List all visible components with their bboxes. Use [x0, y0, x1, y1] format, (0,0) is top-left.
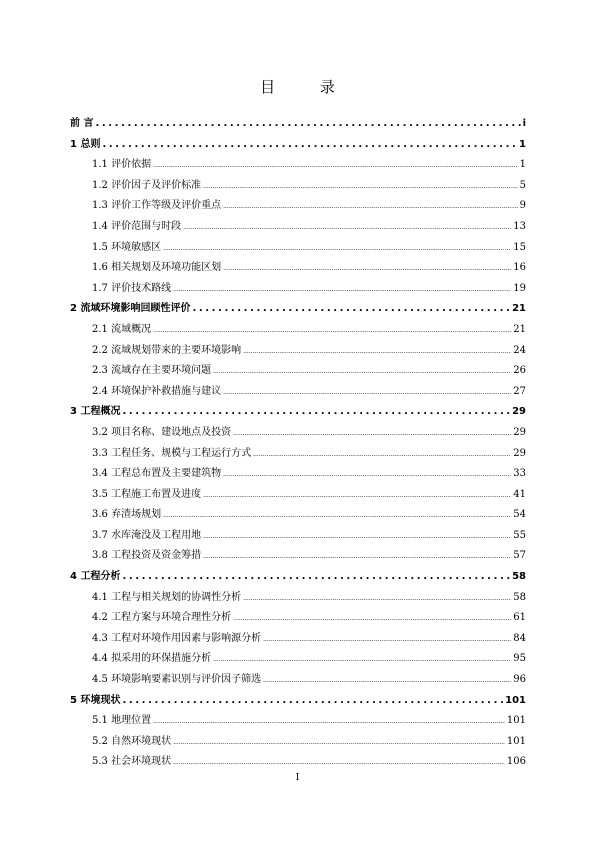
toc-leader-dots [223, 200, 518, 211]
toc-entry-label: 1.3 评价工作等级及评价重点 [92, 200, 222, 212]
toc-chapter-entry[interactable] [70, 135, 526, 156]
toc-entry-page: 13 [513, 220, 526, 232]
toc-chapter-entry[interactable] [70, 691, 526, 712]
toc-chapter-entry[interactable] [70, 567, 526, 588]
toc-section-entry[interactable] [70, 670, 526, 691]
toc-leader-dots [233, 612, 511, 623]
toc-leader-dots [263, 633, 511, 644]
toc-leader-dots [173, 736, 505, 747]
toc-entry-label: 3.4 工程总布置及主要建筑物 [92, 468, 222, 480]
toc-entry-page: 84 [513, 632, 526, 644]
toc-entry-page: 29 [513, 426, 526, 438]
toc-leader-dots [122, 406, 510, 417]
toc-entry-label: 2.1 流域概况 [92, 323, 152, 335]
toc-leader-dots [243, 345, 511, 356]
toc-entry-page: i [522, 118, 526, 129]
toc-chapter-entry[interactable] [70, 299, 526, 320]
toc-section-entry[interactable] [70, 341, 526, 362]
toc-entry-page: 21 [512, 303, 526, 315]
toc-entry-label: 2.4 环境保护补救措施与建议 [92, 385, 222, 397]
toc-section-entry[interactable] [70, 382, 526, 403]
toc-entry-page: 1 [519, 159, 526, 171]
toc-entry-page: 41 [513, 488, 526, 500]
toc-entry-label: 3.3 工程任务、规模与工程运行方式 [92, 447, 252, 459]
toc-leader-dots [233, 427, 511, 438]
toc-entry-page: 29 [513, 447, 526, 459]
toc-entry-label: 3.6 弃渣场规划 [92, 509, 162, 521]
toc-section-entry[interactable] [70, 629, 526, 650]
toc-entry-label: 1.7 评价技术路线 [92, 282, 172, 294]
toc-entry-page: 26 [513, 365, 526, 377]
toc-leader-dots [122, 571, 510, 582]
toc-entry-page: 33 [513, 468, 526, 480]
toc-leader-dots [223, 386, 511, 397]
toc-section-entry[interactable] [70, 752, 526, 773]
toc-entry-label: 2.3 流域存在主要环境问题 [92, 365, 212, 377]
toc-entry-label: 4.1 工程与相关规划的协调性分析 [92, 591, 242, 603]
toc-leader-dots [173, 283, 511, 294]
toc-leader-dots [213, 365, 511, 376]
toc-entry-page: 15 [513, 241, 526, 253]
toc-entry-page: 96 [513, 674, 526, 686]
toc-entry-page: 95 [513, 653, 526, 665]
toc-entry-page: 21 [513, 323, 526, 335]
toc-section-entry[interactable] [70, 711, 526, 732]
toc-section-entry[interactable] [70, 464, 526, 485]
toc-entry-page: 5 [519, 179, 526, 191]
toc-section-entry[interactable] [70, 196, 526, 217]
toc-section-entry[interactable] [70, 155, 526, 176]
toc-section-entry[interactable] [70, 258, 526, 279]
toc-section-entry[interactable] [70, 526, 526, 547]
page-number: I [295, 773, 300, 783]
toc-entry-label: 1.6 相关规划及环境功能区划 [92, 262, 222, 274]
toc-chapter-entry[interactable] [70, 402, 526, 423]
toc-section-entry[interactable] [70, 361, 526, 382]
toc-entry-label: 3.8 工程投资及资金筹措 [92, 550, 202, 562]
toc-section-entry[interactable] [70, 608, 526, 629]
toc-section-entry[interactable] [70, 176, 526, 197]
toc-entry-label: 1.1 评价依据 [92, 159, 152, 171]
toc-leader-dots [223, 468, 511, 479]
toc-leader-dots [203, 530, 511, 541]
toc-leader-dots [203, 550, 511, 561]
toc-leader-dots [163, 509, 511, 520]
page-title: 目 录 [260, 78, 355, 96]
toc-section-entry[interactable] [70, 732, 526, 753]
toc-entry-label: 2.2 流域规划带来的主要环境影响 [92, 344, 242, 356]
toc-leader-dots [153, 159, 518, 170]
toc-section-entry[interactable] [70, 238, 526, 259]
toc-leader-dots [163, 242, 511, 253]
toc-entry-page: 106 [506, 756, 526, 768]
toc-section-entry[interactable] [70, 217, 526, 238]
toc-entry-page: 54 [513, 509, 526, 521]
toc-entry-label: 3.5 工程施工布置及进度 [92, 488, 202, 500]
toc-entry-label: 1.5 环境敏感区 [92, 241, 162, 253]
toc-entry-label: 4.4 拟采用的环保措施分析 [92, 653, 212, 665]
toc-entry-page: 16 [513, 262, 526, 274]
toc-entry-label: 5.2 自然环境现状 [92, 735, 172, 747]
toc-leader-dots [223, 262, 511, 273]
toc-leader-dots [203, 489, 511, 500]
toc-entry-label: 1.2 评价因子及评价标准 [92, 179, 202, 191]
toc-leader-dots [102, 139, 517, 150]
toc-entry-page: 58 [513, 591, 526, 603]
toc-entry-page: 57 [513, 550, 526, 562]
toc-entry-page: 101 [506, 715, 526, 727]
toc-leader-dots [153, 324, 511, 335]
toc-entry-label: 2 流域环境影响回顾性评价 [70, 303, 191, 315]
toc-entry-page: 27 [513, 385, 526, 397]
toc-leader-dots [192, 303, 510, 314]
toc-leader-dots [253, 448, 511, 459]
toc-entry-label: 5.3 社会环境现状 [92, 756, 172, 768]
toc-entry-label: 4 工程分析 [70, 571, 121, 583]
toc-entry-page: 61 [513, 612, 526, 624]
table-of-contents [70, 114, 526, 773]
toc-leader-dots [263, 674, 511, 685]
toc-section-entry[interactable] [70, 649, 526, 670]
toc-entry-page: 55 [513, 529, 526, 541]
toc-leader-dots [122, 695, 503, 706]
toc-entry-page: 101 [506, 735, 526, 747]
toc-entry-label: 3.7 水库淹没及工程用地 [92, 529, 202, 541]
toc-entry-label: 前 言 [70, 118, 94, 129]
toc-entry-label: 5.1 地理位置 [92, 715, 152, 727]
toc-entry-label: 3 工程概况 [70, 406, 121, 418]
toc-entry-page: 1 [519, 138, 526, 150]
toc-section-entry[interactable] [70, 485, 526, 506]
toc-leader-dots [243, 592, 511, 603]
toc-section-entry[interactable] [70, 423, 526, 444]
toc-entry-label: 1.4 评价范围与时段 [92, 220, 182, 232]
toc-entry-label: 4.2 工程方案与环境合理性分析 [92, 612, 232, 624]
toc-entry-page: 24 [513, 344, 526, 356]
toc-entry-label: 3.2 项目名称、建设地点及投资 [92, 426, 232, 438]
toc-section-entry[interactable] [70, 444, 526, 465]
toc-entry-page: 19 [513, 282, 526, 294]
toc-leader-dots [95, 118, 520, 129]
toc-entry-page: 101 [505, 694, 526, 706]
toc-section-entry[interactable] [70, 505, 526, 526]
toc-entry-page: 9 [519, 200, 526, 212]
toc-entry-label: 5 环境现状 [70, 694, 121, 706]
toc-entry-label: 4.3 工程对环境作用因素与影响源分析 [92, 632, 262, 644]
toc-entry-page: 58 [512, 571, 526, 583]
toc-chapter-entry[interactable] [70, 114, 526, 135]
toc-section-entry[interactable] [70, 588, 526, 609]
toc-section-entry[interactable] [70, 279, 526, 300]
toc-leader-dots [183, 221, 511, 232]
toc-leader-dots [153, 715, 505, 726]
toc-entry-page: 29 [512, 406, 526, 418]
toc-entry-label: 4.5 环境影响要素识别与评价因子筛选 [92, 674, 262, 686]
toc-leader-dots [173, 756, 505, 767]
toc-leader-dots [203, 180, 518, 191]
toc-section-entry[interactable] [70, 320, 526, 341]
toc-section-entry[interactable] [70, 546, 526, 567]
toc-entry-label: 1 总则 [70, 138, 101, 150]
toc-leader-dots [213, 653, 511, 664]
